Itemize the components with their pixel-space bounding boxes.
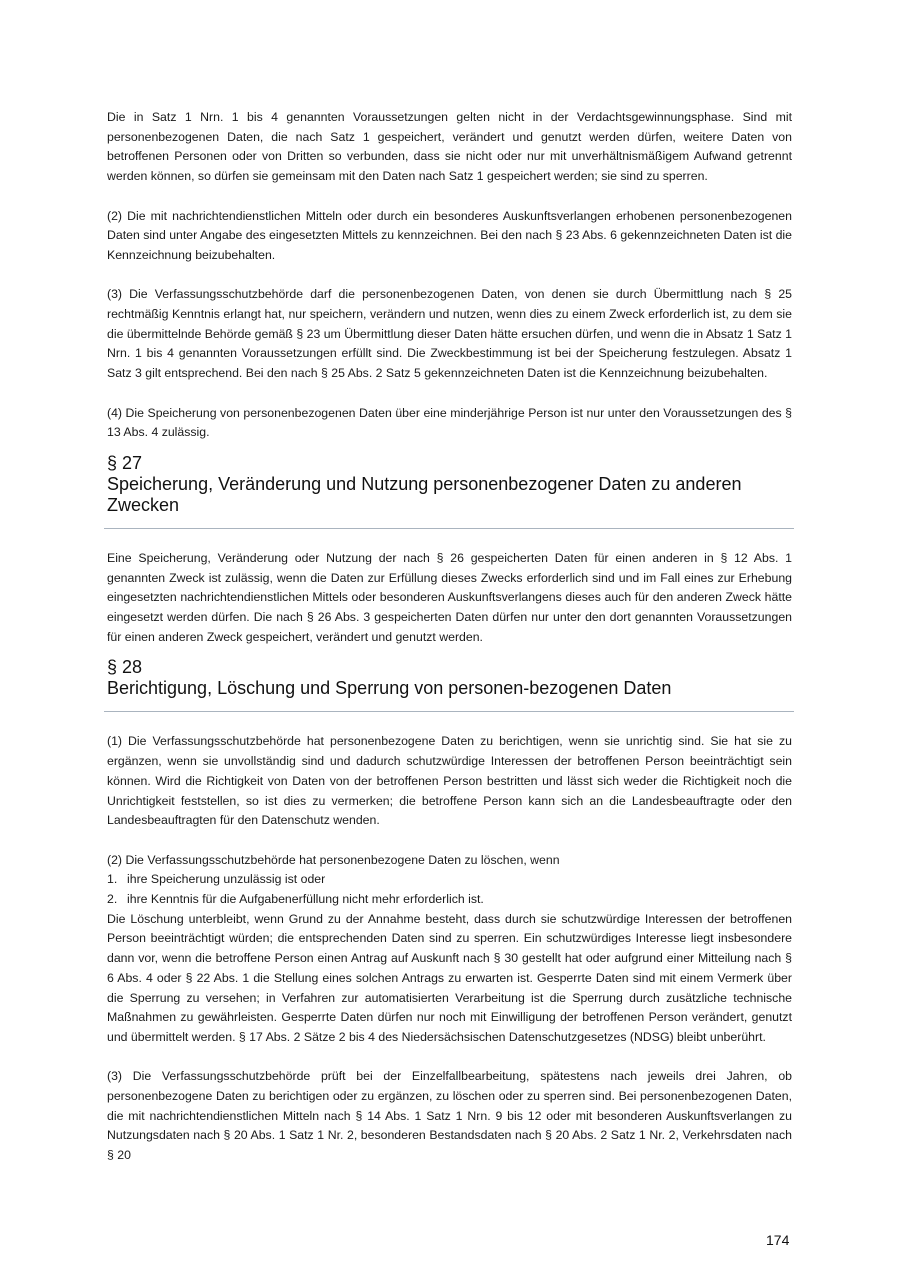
page-content: [107, 108, 792, 1166]
paragraph-s28-2-intro: (2) Die Verfassungsschutzbehörde hat personenbezogene Daten zu löschen, wenn: [107, 852, 560, 867]
section-27-title: Speicherung, Veränderung und Nutzung personenbezogener Daten zu anderen Zwecken: [107, 473, 742, 515]
section-28-title: Berichtigung, Löschung und Sperrung von personen-bezogenen Daten: [107, 678, 672, 699]
paragraph-s26-3: (3) Die Verfassungsschutzbehörde darf die personenbezogenen Daten, von denen sie durch Übermittlung nach § 25 rechtmäßig Kenntnis erlangt hat, nur speichern, verändern und nutzen, wenn dies zu einem Zweck erforderlich ist, zu dem sie die übermittelnde Behörde gemäß § 23 um Übermittlung dieser Daten hätte ersuchen dürfen, und wenn die in Absatz 1 Satz 1 Nrn. 1 bis 4 genannten Voraussetzungen erfüllt sind. Die Zweckbestimmung ist bei der Speicherung festzulegen. Absatz 1 Satz 3 gilt entsprechend. Bei den nach § 25 Abs. 2 Satz 5 gekennzeichneten Daten ist die Kennzeichnung beizubehalten.: [107, 287, 792, 381]
paragraph-s28-1: (1) Die Verfassungsschutzbehörde hat personenbezogene Daten zu berichtigen, wenn sie unrichtig sind. Sie hat sie zu ergänzen, wenn sie unvollständig sind und dadurch schutzwürdige Interessen der betroffenen Person beeinträchtigt sein können. Wird die Richtigkeit von Daten von der betroffenen Person bestritten und lässt sich weder die Richtigkeit noch die Unrichtigkeit feststellen, so ist dies zu vermerken; die betroffene Person kann sich an die Landesbeauftragte oder den Landesbeauftragten für den Datenschutz wenden.: [107, 734, 792, 828]
section-27-heading: [107, 453, 792, 516]
section-27-number: § 27: [107, 452, 143, 473]
list-item-text: ihre Speicherung unzulässig ist oder: [127, 872, 326, 887]
list-item-text: ihre Kenntnis für die Aufgabenerfüllung nicht mehr erforderlich ist.: [127, 892, 484, 907]
paragraph-s28-3: (3) Die Verfassungsschutzbehörde prüft bei der Einzelfallbearbeitung, spätestens nach jeweils drei Jahren, ob personenbezogene Daten zu berichtigen oder zu ergänzen, zu löschen oder zu sperren sind. Bei personenbezogenen Daten, die mit nachrichtendienstlichen Mitteln nach § 14 Abs. 1 Satz 1 Nrn. 9 bis 12 oder mit besonderen Auskunftsverlangen zu Nutzungsdaten nach § 20 Abs. 1 Satz 1 Nr. 2, besonderen Bestandsdaten nach § 20 Abs. 2 Satz 1 Nr. 2, Verkehrsdaten nach § 20: [107, 1069, 792, 1163]
list-item: [107, 870, 792, 890]
list-item-number: 2.: [107, 892, 118, 907]
paragraph-s26-2: (2) Die mit nachrichtendienstlichen Mitteln oder durch ein besonderes Auskunftsverlangen erhobenen personenbezogenen Daten sind unter Angabe des eingesetzten Mittels zu kennzeichnen. Bei den nach § 23 Abs. 6 gekennzeichneten Daten ist die Kennzeichnung beizubehalten.: [107, 208, 792, 262]
paragraph-intro: Die in Satz 1 Nrn. 1 bis 4 genannten Voraussetzungen gelten nicht in der Verdachtsgewinnungsphase. Sind mit personenbezogenen Daten, die nach Satz 1 gespeichert, verändert und genutzt werden dürfen, weitere Daten von betroffenen Personen oder von Dritten so verbunden, dass sie nicht oder nur mit unverhältnismäßigem Aufwand getrennt werden können, so dürfen sie gemeinsam mit den Daten nach Satz 1 gespeichert werden; sie sind zu sperren.: [107, 110, 792, 184]
section-28-number: § 28: [107, 657, 143, 678]
paragraph-s26-4: (4) Die Speicherung von personenbezogenen Daten über eine minderjährige Person ist nur unter den Voraussetzungen des § 13 Abs. 4 zulässig.: [107, 405, 792, 440]
paragraph-s28-2-rest: Die Löschung unterbleibt, wenn Grund zu der Annahme besteht, dass durch sie schutzwürdige Interessen der betroffenen Person beeinträchtigt würden; die entsprechenden Daten sind zu sperren. Ein schutzwürdiges Interesse liegt insbesondere dann vor, wenn die betroffene Person einen Antrag auf Auskunft nach § 30 gestellt hat oder aufgrund einer Mitteilung nach § 6 Abs. 4 oder § 22 Abs. 1 die Stellung eines solchen Antrags zu erwarten ist. Gesperrte Daten sind mit einem Vermerk über die Sperrung zu versehen; in Verfahren zur automatisierten Verarbeitung ist die Sperrung durch zusätzliche technische Maßnahmen zu gewährleisten. Gesperrte Daten dürfen nur noch mit Einwilligung der betroffenen Person verändert, genutzt und übermittelt werden. § 17 Abs. 2 Sätze 2 bis 4 des Niedersächsischen Datenschutzgesetzes (NDSG) bleibt unberührt.: [107, 911, 792, 1044]
list-item: [107, 890, 792, 910]
section-28-heading: [107, 657, 792, 699]
page-number: 174: [766, 1232, 790, 1248]
paragraph-s27: Eine Speicherung, Veränderung oder Nutzung der nach § 26 gespeicherten Daten für einen anderen in § 12 Abs. 1 genannten Zweck ist zulässig, wenn die Daten zur Erfüllung dieses Zwecks erforderlich sind und im Fall eines zur Erhebung eingesetzten nachrichtendienstlichen Mittels oder besonderen Auskunftsverlangens dieses auch für den anderen Zweck hätte eingesetzt werden dürfen. Die nach § 26 Abs. 3 gespeicherten Daten dürfen nur unter den dort genannten Voraussetzungen für einen anderen Zweck gespeichert, verändert und genutzt werden.: [107, 550, 792, 644]
list-item-number: 1.: [107, 872, 118, 887]
